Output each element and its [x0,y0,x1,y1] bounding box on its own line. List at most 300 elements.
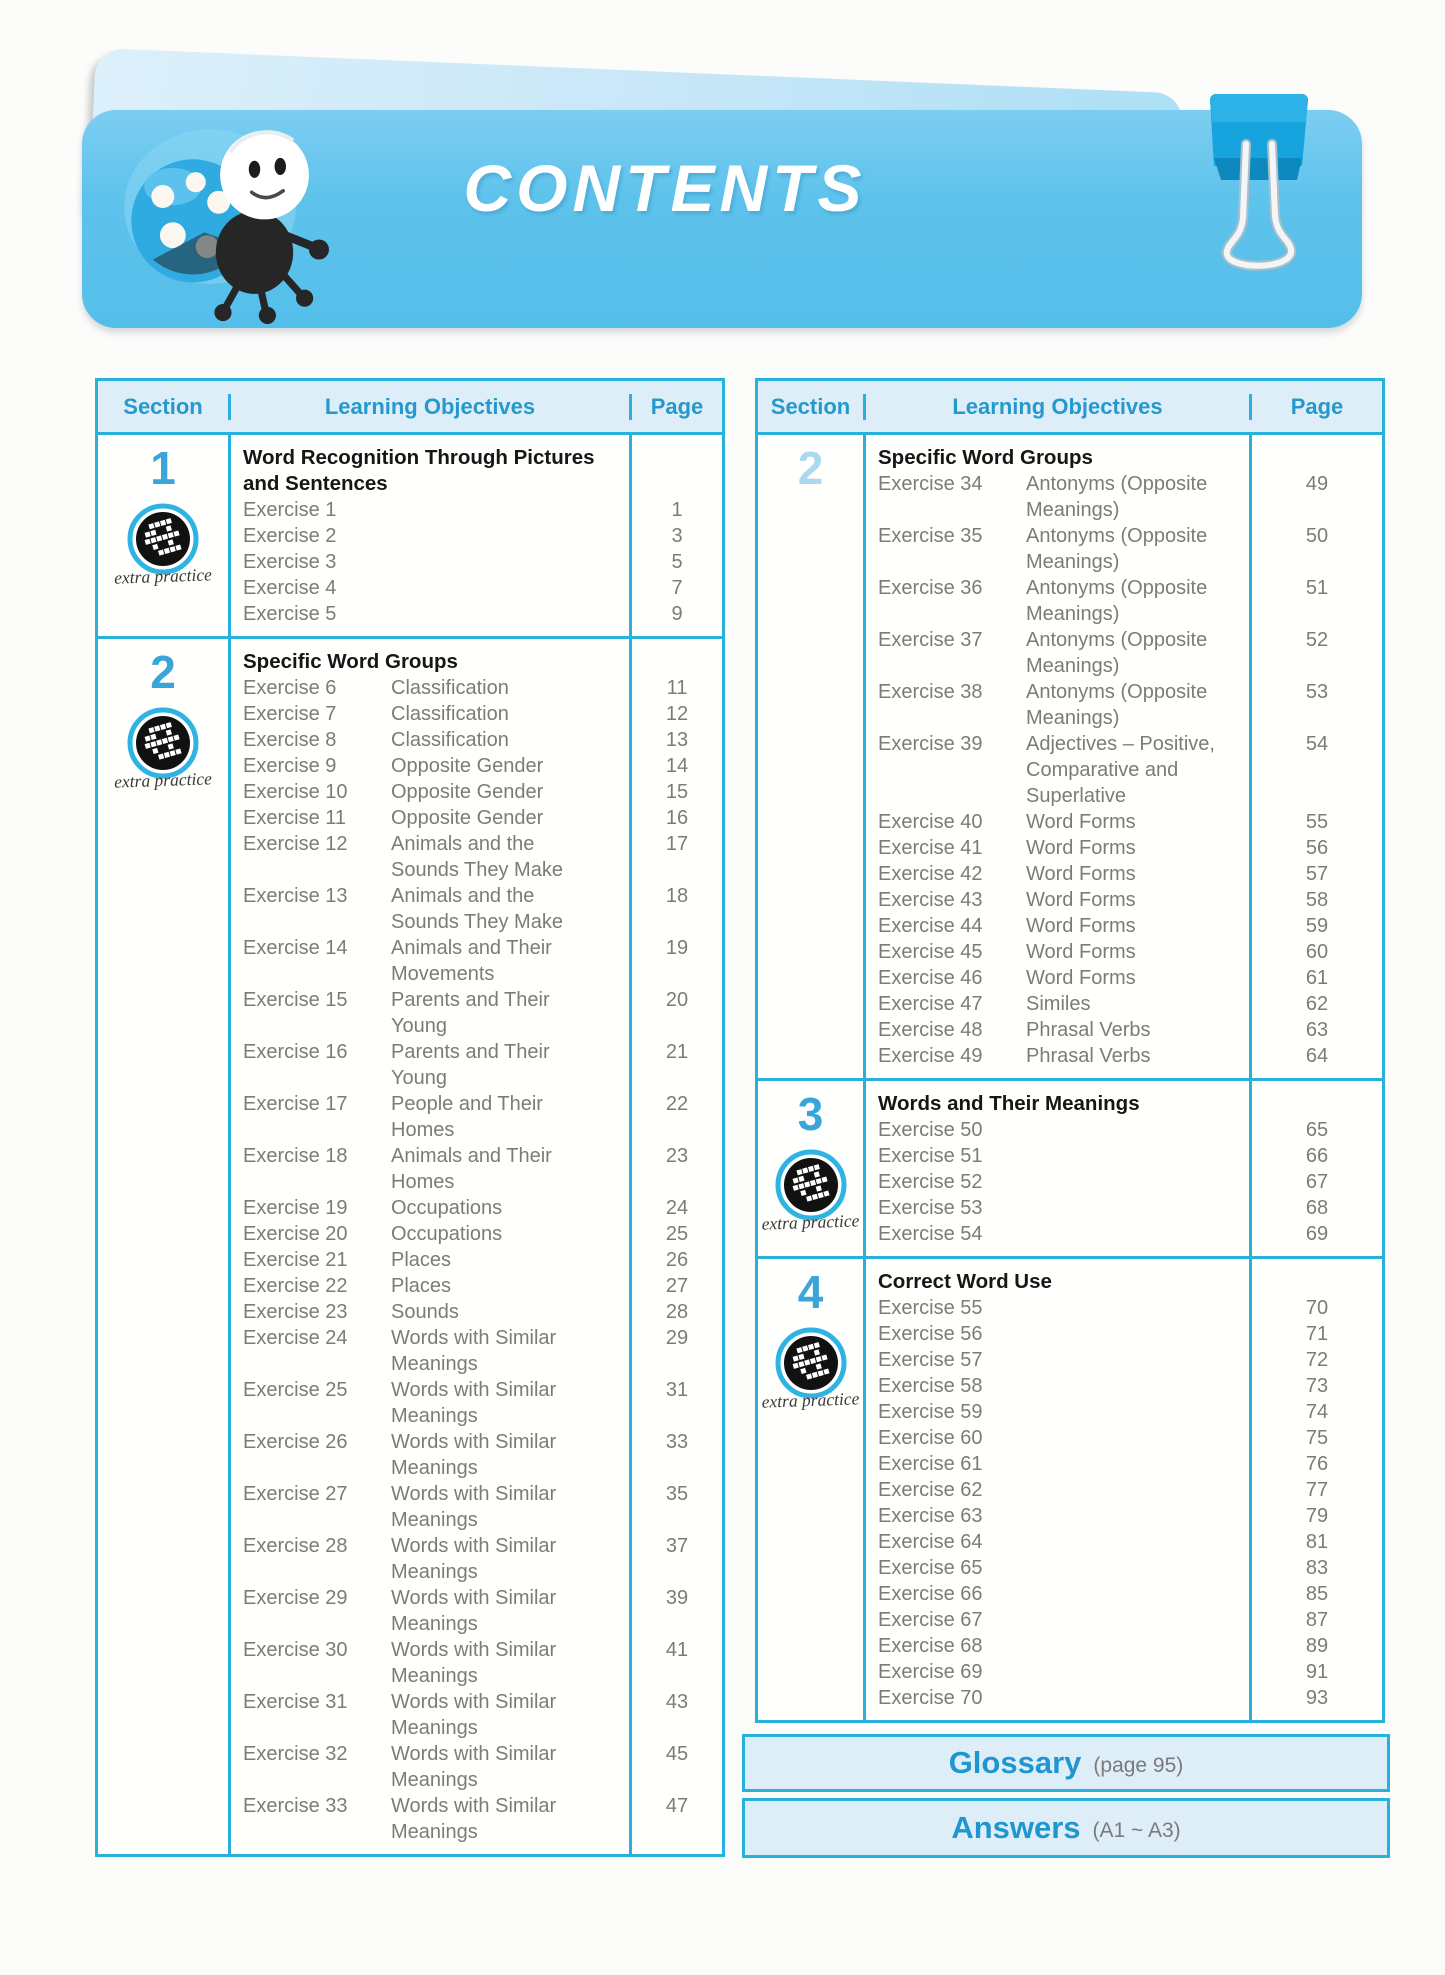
exercise-page-number: 66 [1305,1145,1329,1167]
exercise-topic: Words with Similar Meanings [391,1795,557,1843]
exercise-topic: Words with Similar Meanings [391,1379,557,1427]
exercise-page-number: 73 [1305,1375,1329,1397]
column-header-objectives: Learning Objectives [863,394,1249,420]
exercise-row [866,1659,1382,1685]
exercise-row [866,731,1382,809]
exercise-name: Exercise 29 [243,1587,348,1609]
exercise-topic: Words with Similar Meanings [391,1327,557,1375]
page-header [82,110,1362,328]
exercise-topic: Words with Similar Meanings [391,1691,557,1739]
exercise-row [866,523,1382,575]
exercise-page-number: 14 [665,755,689,777]
exercise-name: Exercise 39 [878,733,983,755]
exercise-list [231,497,722,627]
exercise-row [866,861,1382,887]
exercise-name: Exercise 67 [878,1609,983,1631]
exercise-name: Exercise 43 [878,889,983,911]
column-header-objectives: Learning Objectives [228,394,629,420]
exercise-topic: Similes [1026,993,1091,1015]
exercise-topic: Phrasal Verbs [1026,1045,1151,1067]
exercise-page-number: 52 [1305,629,1329,651]
exercise-page-number: 77 [1305,1479,1329,1501]
exercise-name: Exercise 37 [878,629,983,651]
exercise-page-number: 43 [665,1691,689,1713]
exercise-row [231,1091,722,1143]
exercise-topic: Opposite Gender [391,807,544,829]
exercise-name: Exercise 42 [878,863,983,885]
exercise-name: Exercise 40 [878,811,983,833]
exercise-row [231,675,722,701]
exercise-name: Exercise 22 [243,1275,348,1297]
exercise-page-number: 70 [1305,1297,1329,1319]
exercise-page-number: 59 [1305,915,1329,937]
exercise-page-number: 60 [1305,941,1329,963]
toc-table-left [95,378,725,1857]
glossary-page-note: (page 95) [1093,1754,1184,1777]
exercise-page-number: 68 [1305,1197,1329,1219]
exercise-row [231,1039,722,1091]
answers-label: Answers [951,1810,1081,1845]
exercise-name: Exercise 14 [243,937,348,959]
exercise-page-number: 35 [665,1483,689,1505]
exercise-topic: Occupations [391,1197,503,1219]
exercise-name: Exercise 46 [878,967,983,989]
exercise-page-number: 45 [665,1743,689,1765]
exercise-page-number: 85 [1305,1583,1329,1605]
exercise-page-number: 20 [665,989,689,1011]
section-block [98,636,722,1854]
exercise-topic: Word Forms [1026,863,1136,885]
exercise-row [866,1529,1382,1555]
extra-practice-badge [758,1149,863,1233]
exercise-row [231,1195,722,1221]
exercise-name: Exercise 12 [243,833,348,855]
exercise-page-number: 29 [665,1327,689,1349]
exercise-name: Exercise 57 [878,1349,983,1371]
section-number: 4 [797,1266,824,1318]
exercise-row [231,1325,722,1377]
exercise-name: Exercise 31 [243,1691,348,1713]
exercise-name: Exercise 61 [878,1453,983,1475]
exercise-page-number: 12 [665,703,689,725]
exercise-topic: Opposite Gender [391,755,544,777]
exercise-page-number: 33 [665,1431,689,1453]
exercise-topic: Antonyms (Opposite Meanings) [1026,473,1208,521]
exercise-page-number: 87 [1305,1609,1329,1631]
exercise-topic: Antonyms (Opposite Meanings) [1026,681,1208,729]
column-header-section: Section [770,393,851,419]
exercise-topic: Parents and Their Young [391,1041,550,1089]
exercise-row [866,1043,1382,1069]
exercise-page-number: 22 [665,1093,689,1115]
exercise-topic: Adjectives – Positive, Comparative and Superlative [1026,733,1215,807]
exercise-topic: Word Forms [1026,837,1136,859]
exercise-page-number: 24 [665,1197,689,1219]
exercise-row [231,1221,722,1247]
exercise-row [231,601,722,627]
exercise-name: Exercise 69 [878,1661,983,1683]
exercise-topic: Sounds [391,1301,459,1323]
exercise-row [231,935,722,987]
exercise-name: Exercise 55 [878,1297,983,1319]
exercise-page-number: 64 [1305,1045,1329,1067]
exercise-name: Exercise 51 [878,1145,983,1167]
exercise-name: Exercise 63 [878,1505,983,1527]
exercise-name: Exercise 30 [243,1639,348,1661]
exercise-topic: Words with Similar Meanings [391,1431,557,1479]
exercise-name: Exercise 10 [243,781,348,803]
toc-header-row [758,381,1382,435]
exercise-page-number: 72 [1305,1349,1329,1371]
exercise-page-number: 19 [665,937,689,959]
exercise-topic: Occupations [391,1223,503,1245]
exercise-topic: Words with Similar Meanings [391,1483,557,1531]
exercise-name: Exercise 9 [243,755,337,777]
exercise-name: Exercise 20 [243,1223,348,1245]
exercise-topic: Animals and Their Movements [391,937,552,985]
exercise-page-number: 11 [666,677,688,699]
exercise-row [866,939,1382,965]
ladybug-mascot-icon [118,112,348,324]
exercise-row [866,1555,1382,1581]
exercise-page-number: 21 [665,1041,689,1063]
objectives-cell [863,1259,1382,1720]
exercise-row [231,1143,722,1195]
exercise-row [866,835,1382,861]
exercise-row [866,1195,1382,1221]
objectives-cell [863,1081,1382,1256]
section-number: 2 [150,646,176,698]
exercise-row [866,575,1382,627]
section-number: 2 [797,442,824,494]
exercise-name: Exercise 5 [243,603,337,625]
exercise-name: Exercise 53 [878,1197,983,1219]
exercise-page-number: 81 [1305,1531,1329,1553]
exercise-topic: Words with Similar Meanings [391,1535,557,1583]
section-block [758,1078,1382,1256]
exercise-page-number: 47 [665,1795,689,1817]
exercise-page-number: 79 [1305,1505,1329,1527]
exercise-name: Exercise 27 [243,1483,348,1505]
column-header-page: Page [1249,394,1382,420]
exercise-name: Exercise 33 [243,1795,348,1817]
exercise-row [866,1373,1382,1399]
exercise-topic: Words with Similar Meanings [391,1587,557,1635]
exercise-topic: Animals and the Sounds They Make [391,833,563,881]
exercise-page-number: 91 [1305,1661,1329,1683]
exercise-topic: Antonyms (Opposite Meanings) [1026,577,1208,625]
extra-practice-badge [758,1327,863,1411]
exercise-name: Exercise 32 [243,1743,348,1765]
exercise-row [231,1481,722,1533]
exercise-list [866,471,1382,1069]
exercise-topic: Antonyms (Opposite Meanings) [1026,629,1208,677]
exercise-page-number: 67 [1305,1171,1329,1193]
exercise-page-number: 18 [665,885,689,907]
exercise-page-number: 61 [1305,967,1329,989]
exercise-name: Exercise 47 [878,993,983,1015]
exercise-name: Exercise 25 [243,1379,348,1401]
exercise-row [231,1247,722,1273]
exercise-page-number: 25 [665,1223,689,1245]
exercise-name: Exercise 41 [878,837,983,859]
exercise-page-number: 65 [1305,1119,1329,1141]
exercise-topic: Parents and Their Young [391,989,550,1037]
exercise-name: Exercise 68 [878,1635,983,1657]
exercise-row [231,805,722,831]
exercise-topic: Phrasal Verbs [1026,1019,1151,1041]
exercise-name: Exercise 11 [243,807,347,829]
exercise-name: Exercise 23 [243,1301,348,1323]
exercise-topic: People and Their Homes [391,1093,543,1141]
exercise-page-number: 53 [1305,681,1329,703]
exercise-page-number: 63 [1305,1019,1329,1041]
objectives-cell [228,435,722,636]
extra-practice-label: extra practice [761,1388,860,1412]
exercise-row [866,627,1382,679]
exercise-page-number: 16 [665,807,689,829]
exercise-topic: Animals and Their Homes [391,1145,552,1193]
exercise-row [231,1299,722,1325]
exercise-page-number: 71 [1305,1323,1329,1345]
objectives-cell [863,435,1382,1078]
section-cell [98,435,228,636]
exercise-row [231,1429,722,1481]
extra-practice-badge [98,503,228,587]
extra-practice-label: extra practice [113,564,213,588]
exercise-row [866,1503,1382,1529]
exercise-topic: Word Forms [1026,967,1136,989]
exercise-page-number: 51 [1305,577,1329,599]
exercise-page-number: 62 [1305,993,1329,1015]
exercise-name: Exercise 4 [243,577,337,599]
exercise-list [231,675,722,1845]
glossary-box [742,1734,1390,1792]
answers-box [742,1798,1390,1858]
exercise-row [866,1017,1382,1043]
exercise-topic: Classification [391,729,509,751]
exercise-row [231,753,722,779]
exercise-page-number: 1 [671,499,683,521]
exercise-name: Exercise 66 [878,1583,983,1605]
exercise-topic: Classification [391,677,509,699]
exercise-name: Exercise 64 [878,1531,983,1553]
exercise-row [866,1451,1382,1477]
exercise-row [866,1477,1382,1503]
exercise-name: Exercise 6 [243,677,337,699]
exercise-row [866,1169,1382,1195]
binder-clip-icon [1196,86,1328,291]
exercise-page-number: 27 [665,1275,689,1297]
exercise-name: Exercise 49 [878,1045,983,1067]
exercise-row [231,1273,722,1299]
exercise-row [231,1637,722,1689]
exercise-page-number: 55 [1305,811,1329,833]
exercise-page-number: 41 [665,1639,689,1661]
section-title: Word Recognition Through Pictures and Sentences [243,446,595,495]
section-block [98,435,722,636]
exercise-page-number: 54 [1305,733,1329,755]
section-cell [758,1081,863,1256]
exercise-topic: Word Forms [1026,915,1136,937]
exercise-page-number: 17 [665,833,689,855]
exercise-name: Exercise 60 [878,1427,983,1449]
exercise-page-number: 5 [671,551,683,573]
exercise-name: Exercise 26 [243,1431,348,1453]
exercise-row [866,679,1382,731]
exercise-name: Exercise 7 [243,703,337,725]
exercise-page-number: 23 [665,1145,689,1167]
exercise-row [866,1399,1382,1425]
exercise-row [866,887,1382,913]
exercise-name: Exercise 3 [243,551,337,573]
section-title: Specific Word Groups [878,446,1093,469]
exercise-page-number: 69 [1305,1223,1329,1245]
exercise-page-number: 9 [671,603,683,625]
exercise-row [866,1581,1382,1607]
exercise-page-number: 39 [665,1587,689,1609]
exercise-row [231,1585,722,1637]
section-block [758,1256,1382,1720]
column-header-section: Section [123,393,203,419]
exercise-page-number: 15 [665,781,689,803]
exercise-page-number: 58 [1305,889,1329,911]
exercise-row [866,1321,1382,1347]
exercise-page-number: 56 [1305,837,1329,859]
exercise-name: Exercise 13 [243,885,348,907]
section-number: 3 [797,1088,824,1140]
exercise-page-number: 7 [671,577,683,599]
extra-practice-badge [98,707,228,791]
exercise-row [231,1689,722,1741]
exercise-row [866,913,1382,939]
exercise-row [231,883,722,935]
exercise-row [866,1295,1382,1321]
exercise-page-number: 50 [1305,525,1329,547]
exercise-list [866,1117,1382,1247]
exercise-name: Exercise 24 [243,1327,348,1349]
exercise-name: Exercise 34 [878,473,983,495]
exercise-topic: Classification [391,703,509,725]
section-cell [758,1259,863,1720]
exercise-row [866,1143,1382,1169]
column-header-page: Page [629,394,722,420]
section-title: Specific Word Groups [243,650,458,673]
exercise-page-number: 76 [1305,1453,1329,1475]
exercise-row [231,727,722,753]
exercise-name: Exercise 52 [878,1171,983,1193]
exercise-row [866,1221,1382,1247]
exercise-name: Exercise 58 [878,1375,983,1397]
exercise-row [866,1685,1382,1711]
exercise-name: Exercise 48 [878,1019,983,1041]
exercise-name: Exercise 62 [878,1479,983,1501]
exercise-page-number: 83 [1305,1557,1329,1579]
exercise-page-number: 93 [1305,1687,1329,1709]
exercise-list [866,1295,1382,1711]
exercise-row [231,575,722,601]
answers-page-note: (A1 ~ A3) [1092,1819,1181,1842]
exercise-page-number: 3 [671,525,683,547]
exercise-page-number: 31 [665,1379,689,1401]
exercise-row [866,1425,1382,1451]
exercise-topic: Antonyms (Opposite Meanings) [1026,525,1208,573]
exercise-row [231,497,722,523]
exercise-row [866,1633,1382,1659]
exercise-name: Exercise 18 [243,1145,348,1167]
exercise-topic: Word Forms [1026,941,1136,963]
exercise-row [866,1607,1382,1633]
exercise-name: Exercise 38 [878,681,983,703]
exercise-topic: Places [391,1275,452,1297]
section-cell [98,639,228,1854]
exercise-page-number: 28 [665,1301,689,1323]
exercise-name: Exercise 35 [878,525,983,547]
exercise-name: Exercise 16 [243,1041,348,1063]
exercise-name: Exercise 45 [878,941,983,963]
exercise-row [866,1117,1382,1143]
exercise-name: Exercise 44 [878,915,983,937]
exercise-row [866,991,1382,1017]
page-title: CONTENTS [463,151,867,225]
exercise-name: Exercise 28 [243,1535,348,1557]
exercise-row [231,1533,722,1585]
exercise-page-number: 37 [665,1535,689,1557]
exercise-row [231,831,722,883]
toc-table-right [755,378,1385,1723]
exercise-topic: Opposite Gender [391,781,544,803]
exercise-row [866,965,1382,991]
exercise-row [231,779,722,805]
exercise-row [866,471,1382,523]
exercise-name: Exercise 36 [878,577,983,599]
section-block [758,435,1382,1078]
exercise-name: Exercise 1 [243,499,337,521]
exercise-page-number: 57 [1305,863,1329,885]
glossary-label: Glossary [948,1745,1082,1780]
exercise-row [231,523,722,549]
exercise-name: Exercise 56 [878,1323,983,1345]
exercise-topic: Words with Similar Meanings [391,1743,557,1791]
toc-body [98,435,722,1854]
exercise-row [231,701,722,727]
exercise-row [231,987,722,1039]
exercise-name: Exercise 65 [878,1557,983,1579]
toc-body [758,435,1382,1720]
exercise-topic: Word Forms [1026,889,1136,911]
exercise-name: Exercise 8 [243,729,337,751]
exercise-name: Exercise 21 [243,1249,348,1271]
exercise-page-number: 75 [1305,1427,1329,1449]
exercise-name: Exercise 17 [243,1093,348,1115]
exercise-row [866,809,1382,835]
exercise-name: Exercise 54 [878,1223,983,1245]
exercise-row [231,1793,722,1845]
exercise-page-number: 49 [1305,473,1329,495]
exercise-page-number: 89 [1305,1635,1329,1657]
section-cell [758,435,863,1078]
exercise-row [231,1377,722,1429]
section-title: Words and Their Meanings [878,1092,1140,1115]
exercise-topic: Animals and the Sounds They Make [391,885,563,933]
extra-practice-label: extra practice [113,768,213,792]
exercise-name: Exercise 2 [243,525,337,547]
exercise-name: Exercise 19 [243,1197,348,1219]
extra-practice-label: extra practice [761,1210,860,1234]
section-number: 1 [150,442,176,494]
exercise-name: Exercise 70 [878,1687,983,1709]
toc-header-row [98,381,722,435]
